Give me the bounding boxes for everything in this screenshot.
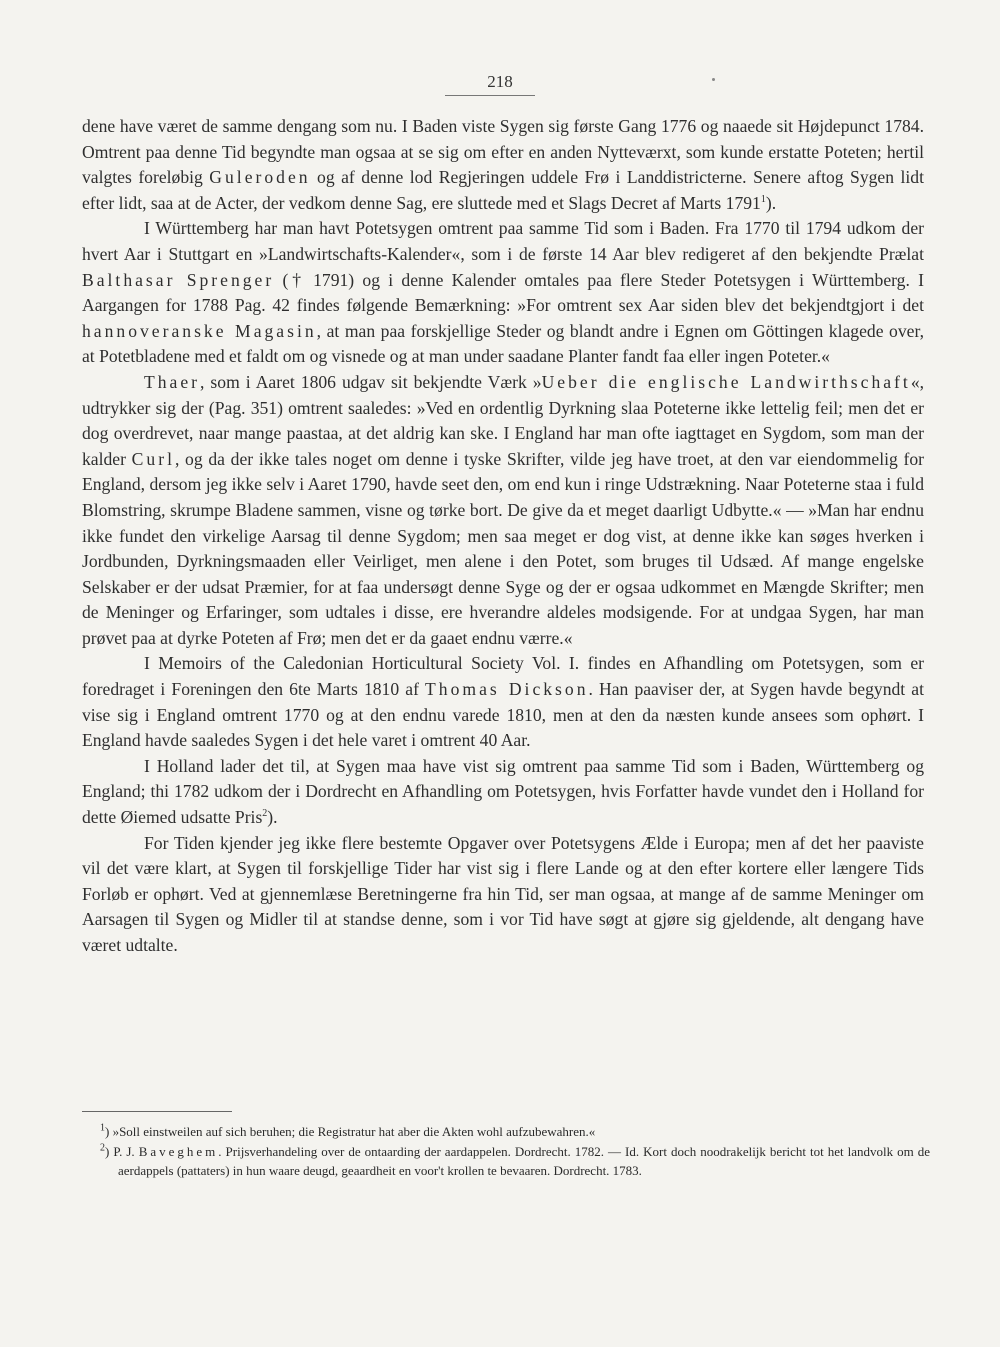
spaced-emphasis: Thomas Dickson xyxy=(425,679,589,700)
page-number: 218 xyxy=(487,72,513,91)
spaced-emphasis: Balthasar Sprenger xyxy=(82,269,275,290)
text-run: . Prijsverhandeling over de ontaarding der aardappelen. Dordrecht. 1782. — Id. Kort doch noodrakelijk bericht tot het landvolk om de aerdappels (pattaters) in hun waare deugd, geaardheit en voor't krollen te bevaaren. Dordrecht. 1783. xyxy=(118,1143,930,1178)
text-run: I Württemberg har man havt Potetsygen omtrent paa samme Tid som i Baden. Fra 1770 til 1794 udkom der hvert Aar i Stuttgart en »Landwirtschafts-Kalender«, som i de første 14 Aar blev redigeret af den bekjendte Prælat xyxy=(82,218,924,264)
footnote-marker: 2 xyxy=(100,1142,105,1154)
text-run: og af denne lod Regjeringen uddele Frø i Landdistricterne. Senere aftog Sygen lidt efter lidt, saa at de Acter, der vedkom denne Sag, ere sluttede med et Slags Decret af Marts 1791 xyxy=(82,167,924,213)
footnote-marker: 1 xyxy=(100,1122,105,1134)
spaced-emphasis: Baveghem xyxy=(138,1143,219,1159)
text-run: († 1791) og i denne Kalender omtales paa flere Steder Potetsygen i Württemberg. I Aargangen for 1788 Pag. 42 findes følgende Bemærkning: »For omtrent sex Aar siden blev det bekjendtgjort i det xyxy=(82,269,924,316)
footnote xyxy=(100,1122,930,1142)
spaced-emphasis: hannoveranske Magasin xyxy=(82,320,317,341)
spaced-emphasis: Guleroden xyxy=(209,167,311,188)
body-text xyxy=(82,114,924,959)
paragraph xyxy=(82,114,924,216)
paragraph xyxy=(82,831,924,959)
text-run: ) P. J. xyxy=(105,1143,139,1159)
text-run: I Memoirs of the Caledonian Horticultural Society Vol. I. findes en Afhandling om Potetsygen, som er foredraget i Foreningen den 6te Marts 1810 af xyxy=(82,653,924,700)
paragraph xyxy=(82,370,924,652)
text-run: , at man paa forskjellige Steder og blandt andre i Egnen om Göttingen klagede over, at Potetbladene med et faldt om og visnede og at man under saadane Planter fandt faa eller ingen Poteter.« xyxy=(82,320,925,367)
text-run: I Holland lader det til, at Sygen maa have vist sig omtrent paa samme Tid som i Baden, Württemberg og England; thi 1782 udkom der i Dordrecht en Afhandling om Potetsygen, hvis Forfatter havde vundet den i Holland for dette Øiemed udsatte Pris xyxy=(82,755,924,828)
footnote-rule xyxy=(82,1111,232,1112)
text-run: . Han paaviser der, at Sygen havde begyndt at vise sig i England omtrent 1770 og at den endnu varede 1810, men at den da næsten kunde ansees som ophørt. I England havde saaledes Sygen i det hele varet i omtrent 40 Aar. xyxy=(82,679,924,751)
footnote xyxy=(100,1142,930,1181)
text-run: dene have været de samme dengang som nu. I Baden viste Sygen sig første Gang 1776 og naaede sit Højdepunct 1784. Omtrent paa denne Tid begyndte man ogsaa at se sig om efter en anden Nytteværxt, som kunde erstatte Poteten; hertil valgtes foreløbig xyxy=(82,116,924,188)
paragraph xyxy=(82,651,924,753)
print-speck xyxy=(712,78,715,81)
footnote-marker: 2 xyxy=(262,808,268,820)
text-run: For Tiden kjender jeg ikke flere bestemte Opgaver over Potetsygens Ælde i Europa; men af det her paaviste vil det være klart, at Sygen til forskjellige Tider har vist sig i flere Lande og at den efter kortere eller længere Tids Forløb er ophørt. Ved at gjennemlæse Beretningerne fra hin Tid, ser man ogsaa, at mange af de samme Meninger om Aarsagen til Sygen og Midler til at standse denne, som i vor Tid have søgt at gjøre sig gjeldende, alt dengang have været udtalte. xyxy=(82,832,924,955)
spaced-emphasis: Ueber die englische Landwirthschaft xyxy=(541,371,911,392)
text-run: ). xyxy=(267,807,278,828)
paragraph xyxy=(82,754,924,831)
text-run: , og da der ikke tales noget om denne i tyske Skrifter, vilde jeg have troet, at den var eiendommelig for England, dersom jeg ikke selv i Aaret 1790, havde seet den, om end kun i ringe Udstrækning. Naar Poteterne staa i fuld Blomstring, skrumpe Bladene sammen, visne og tørke bort. De give da et meget daarligt Udbytte.« — »Man har endnu ikke fundet den virkelige Aarsag til denne Sygdom; men saa meget er dog vist, at denne ikke kan søges hverken i Jordbunden, Dyrkningsmaaden eller Veirliget, men alene i den Potet, som bruges til Udsæd. Af mange engelske Selskaber er der udsat Præmier, for at faa undersøgt denne Syge og der er ogsaa udkommet en Mængde Skrifter; men de Meninger og Erfaringer, som udtales i disse, ere hverandre aldeles modsigende. For at undgaa Sygen, har man prøvet paa at dyrke Poteten af Frø; men det er da gaaet endnu værre.« xyxy=(82,448,924,648)
paragraph xyxy=(82,216,924,370)
footnote-marker: 1 xyxy=(760,193,766,205)
text-run: , som i Aaret 1806 udgav sit bekjendte Værk » xyxy=(200,371,542,392)
spaced-emphasis: Thaer xyxy=(144,371,201,392)
text-run: «, udtrykker sig der (Pag. 351) omtrent saaledes: »Ved en ordentlig Dyrkning slaa Poteterne ikke lettelig feil; men det er dog overdrevet, naar mange paastaa, at det aldrig kan ske. I England har man ofte iagttaget en Sygdom, som man der kalder xyxy=(82,371,925,469)
text-run: ). xyxy=(765,192,777,213)
text-run: ) »Soll einstweilen auf sich beruhen; die Registratur hat aber die Akten wohl aufzubewahren.« xyxy=(105,1124,596,1139)
page-number-rule xyxy=(445,95,535,96)
spaced-emphasis: Curl xyxy=(131,448,175,469)
footnotes xyxy=(100,1122,930,1181)
